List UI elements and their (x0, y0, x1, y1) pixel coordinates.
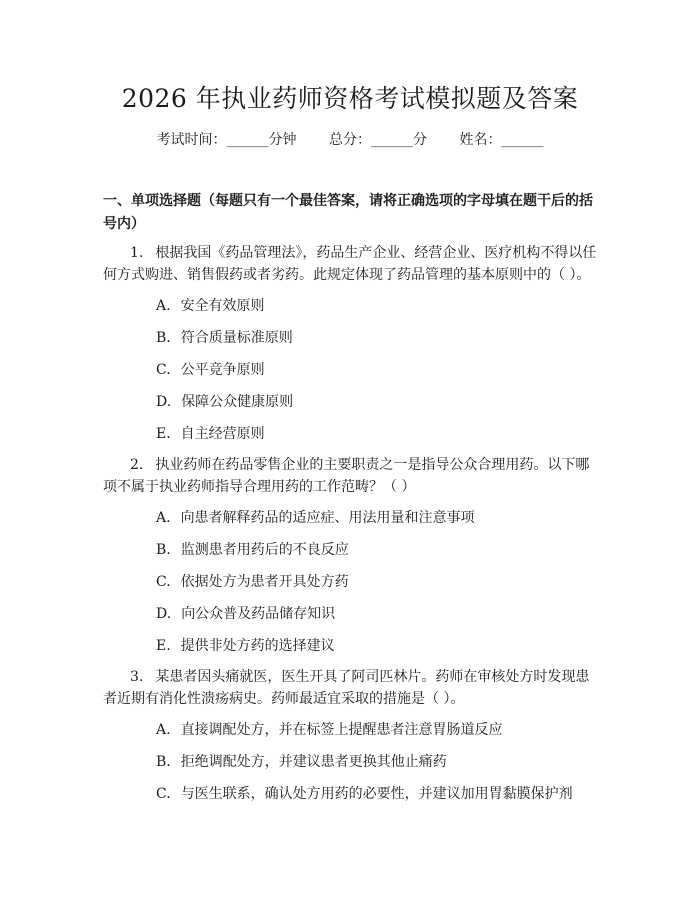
question-3-option-b (156, 752, 596, 772)
option-letter: B. (156, 330, 171, 346)
exam-time-field: 考试时间：______分钟 (156, 132, 297, 148)
option-text: 公平竞争原则 (180, 362, 265, 378)
option-text: 符合质量标准原则 (180, 330, 293, 346)
total-score-field: 总分：______分 (329, 132, 427, 148)
question-3-option-c (156, 784, 596, 804)
exam-meta-line (0, 130, 700, 150)
question-1-option-d (156, 392, 596, 412)
option-text: 监测患者用药后的不良反应 (180, 542, 349, 558)
option-text: 提供非处方药的选择建议 (180, 638, 335, 654)
question-1-option-a (156, 296, 596, 316)
option-text: 直接调配处方，并在标签上提醒患者注意胃肠道反应 (180, 722, 503, 738)
option-text: 与医生联系，确认处方用药的必要性，并建议加用胃黏膜保护剂 (180, 786, 573, 802)
question-2-option-d (156, 604, 596, 624)
question-1 (103, 242, 601, 286)
option-letter: B. (156, 754, 171, 770)
option-letter: C. (156, 362, 171, 378)
option-letter: B. (156, 542, 171, 558)
question-number: 3. (130, 669, 144, 685)
question-1-option-c (156, 360, 596, 380)
option-text: 安全有效原则 (180, 298, 265, 314)
question-1-option-e (156, 424, 596, 444)
question-2-option-b (156, 540, 596, 560)
question-stem: 执业药师在药品零售企业的主要职责之一是指导公众合理用药。以下哪项不属于执业药师指导合理用药的工作范畴？（ ） (103, 457, 590, 495)
question-3 (103, 666, 601, 710)
option-letter: C. (156, 574, 171, 590)
question-3-option-a (156, 720, 596, 740)
option-letter: C. (156, 786, 171, 802)
option-letter: E. (156, 638, 171, 654)
question-number: 1. (130, 245, 144, 261)
question-1-option-b (156, 328, 596, 348)
question-stem: 根据我国《药品管理法》，药品生产企业、经营企业、医疗机构不得以任何方式购进、销售假药或者劣药。此规定体现了药品管理的基本原则中的（ ）。 (103, 245, 597, 283)
section-heading: 一、单项选择题（每题只有一个最佳答案，请将正确选项的字母填在题干后的括号内） (103, 193, 593, 232)
option-letter: D. (156, 394, 172, 410)
option-text: 向患者解释药品的适应症、用法用量和注意事项 (180, 510, 475, 526)
question-2 (103, 454, 601, 498)
name-field: 姓名：______ (459, 132, 544, 148)
question-number: 2. (130, 457, 144, 473)
question-2-option-a (156, 508, 596, 528)
option-text: 向公众普及药品储存知识 (181, 606, 336, 622)
option-text: 保障公众健康原则 (181, 394, 294, 410)
option-text: 自主经营原则 (180, 426, 265, 442)
option-letter: E. (156, 426, 171, 442)
option-text: 依据处方为患者开具处方药 (180, 574, 349, 590)
question-stem: 某患者因头痛就医，医生开具了阿司匹林片。药师在审核处方时发现患者近期有消化性溃疡病史。药师最适宜采取的措施是（ ）。 (103, 669, 590, 707)
option-letter: A. (156, 298, 171, 314)
question-2-option-c (156, 572, 596, 592)
document-title: 2026 年执业药师资格考试模拟题及答案 (121, 84, 579, 113)
option-letter: A. (156, 510, 171, 526)
option-letter: D. (156, 606, 172, 622)
option-text: 拒绝调配处方，并建议患者更换其他止痛药 (180, 754, 447, 770)
option-letter: A. (156, 722, 171, 738)
question-2-option-e (156, 636, 596, 656)
